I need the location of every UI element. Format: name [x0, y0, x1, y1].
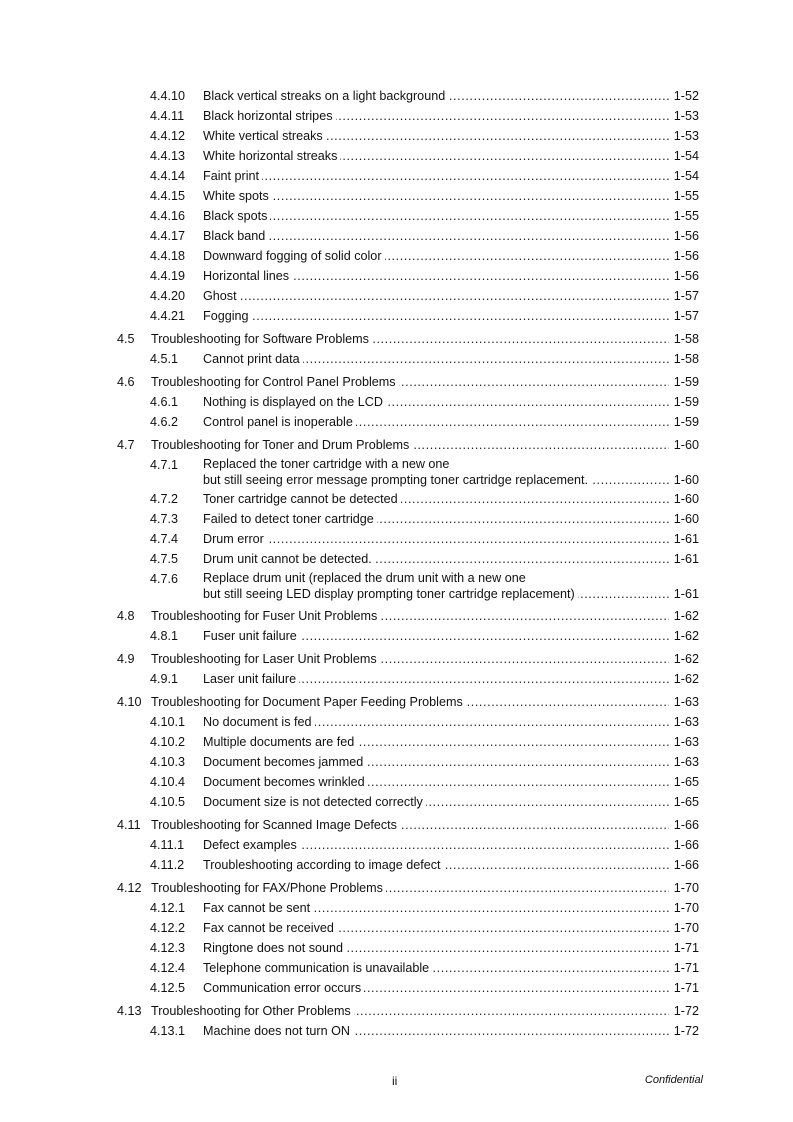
toc-page: 1-52 [673, 89, 699, 103]
toc-title: Document becomes jammed [203, 755, 366, 769]
toc-number: 4.4.15 [150, 189, 186, 203]
toc-number: 4.7.2 [150, 492, 179, 506]
toc-title: Faint print [203, 169, 262, 183]
toc-entry[interactable] [0, 266, 793, 286]
toc-number: 4.13 [117, 1004, 142, 1018]
toc-title: Troubleshooting for Control Panel Problems [151, 375, 399, 389]
toc-title: but still seeing error message prompting toner cartridge replacement. [203, 473, 591, 487]
toc-number: 4.12.3 [150, 941, 186, 955]
toc-page: 1-66 [673, 838, 699, 852]
toc-page: 1-56 [673, 269, 699, 283]
toc-title: Fax cannot be sent [203, 901, 313, 915]
toc-page: 1-72 [673, 1024, 699, 1038]
toc-title: Troubleshooting for Toner and Drum Problems [151, 438, 412, 452]
toc-entry[interactable] [0, 978, 793, 998]
toc-entry[interactable] [0, 166, 793, 186]
toc-entry[interactable] [0, 509, 793, 529]
toc-entry[interactable] [0, 918, 793, 938]
toc-entry[interactable] [0, 529, 793, 549]
toc-number: 4.7.5 [150, 552, 179, 566]
toc-page: 1-63 [673, 695, 699, 709]
toc-section[interactable] [0, 692, 793, 712]
toc-page: 1-61 [673, 552, 699, 566]
toc-entry[interactable] [0, 938, 793, 958]
toc-section[interactable] [0, 815, 793, 835]
toc-page: 1-71 [673, 941, 699, 955]
toc-entry[interactable] [0, 126, 793, 146]
toc-page: 1-63 [673, 715, 699, 729]
toc-title: Telephone communication is unavailable [203, 961, 432, 975]
toc-section[interactable] [0, 649, 793, 669]
toc-number: 4.4.14 [150, 169, 186, 183]
toc-number: 4.6.2 [150, 415, 179, 429]
toc-number: 4.7.1 [150, 458, 179, 472]
toc-entry[interactable] [0, 146, 793, 166]
toc-page: 1-61 [673, 587, 699, 601]
toc-number: 4.4.16 [150, 209, 186, 223]
toc-number: 4.5 [117, 332, 135, 346]
toc-entry[interactable] [0, 569, 793, 603]
toc-number: 4.13.1 [150, 1024, 186, 1038]
toc-number: 4.8.1 [150, 629, 179, 643]
toc-title: Cannot print data [203, 352, 303, 366]
toc-number: 4.8 [117, 609, 135, 623]
toc-title: No document is fed [203, 715, 315, 729]
toc-number: 4.6.1 [150, 395, 179, 409]
toc-title: White spots [203, 189, 272, 203]
toc-entry[interactable] [0, 626, 793, 646]
toc-page: 1-56 [673, 249, 699, 263]
toc-entry[interactable] [0, 549, 793, 569]
toc-number: 4.4.21 [150, 309, 186, 323]
toc-number: 4.7.4 [150, 532, 179, 546]
toc-page: 1-62 [673, 652, 699, 666]
toc-number: 4.6 [117, 375, 135, 389]
toc-title: but still seeing LED display prompting toner cartridge replacement) [203, 587, 578, 601]
toc-title: Troubleshooting for Other Problems [151, 1004, 354, 1018]
toc-title: White horizontal streaks [203, 149, 340, 163]
toc-number: 4.4.19 [150, 269, 186, 283]
toc-entry[interactable] [0, 958, 793, 978]
toc-title-line1: Replace drum unit (replaced the drum unit with a new one [203, 571, 526, 585]
toc-page: 1-57 [673, 289, 699, 303]
toc-title: Fogging [203, 309, 252, 323]
toc-number: 4.10 [117, 695, 142, 709]
toc-page: 1-53 [673, 109, 699, 123]
toc-title: Troubleshooting for Laser Unit Problems [151, 652, 380, 666]
toc-entry[interactable] [0, 1021, 793, 1041]
toc-entry[interactable] [0, 792, 793, 812]
toc-page: 1-66 [673, 818, 699, 832]
toc-title: Black spots [203, 209, 270, 223]
toc-entry[interactable] [0, 455, 793, 489]
toc-title: Laser unit failure [203, 672, 299, 686]
toc-number: 4.4.20 [150, 289, 186, 303]
toc-number: 4.10.1 [150, 715, 186, 729]
toc-number: 4.4.10 [150, 89, 186, 103]
toc-entry[interactable] [0, 712, 793, 732]
toc-number: 4.10.5 [150, 795, 186, 809]
toc-title: Document becomes wrinkled [203, 775, 368, 789]
toc-entry[interactable] [0, 286, 793, 306]
toc-page: 1-65 [673, 795, 699, 809]
toc-entry[interactable] [0, 898, 793, 918]
toc-number: 4.12.4 [150, 961, 186, 975]
toc-page: 1-54 [673, 149, 699, 163]
toc-number: 4.5.1 [150, 352, 179, 366]
toc-title: Defect examples [203, 838, 300, 852]
toc-number: 4.4.18 [150, 249, 186, 263]
toc-page: 1-60 [673, 473, 699, 487]
toc-entry[interactable] [0, 669, 793, 689]
toc-title: Horizontal lines [203, 269, 292, 283]
toc-entry[interactable] [0, 855, 793, 875]
toc-title: Drum unit cannot be detected. [203, 552, 375, 566]
toc-number: 4.12.1 [150, 901, 186, 915]
toc-entry[interactable] [0, 835, 793, 855]
toc-page: 1-62 [673, 672, 699, 686]
toc-entry[interactable] [0, 186, 793, 206]
toc-entry[interactable] [0, 732, 793, 752]
toc-page: 1-59 [673, 395, 699, 409]
toc-page: 1-62 [673, 609, 699, 623]
toc-title: Black horizontal stripes [203, 109, 336, 123]
toc-title: Ghost [203, 289, 240, 303]
toc-number: 4.7.6 [150, 572, 179, 586]
toc-title: Nothing is displayed on the LCD [203, 395, 386, 409]
toc-page: 1-71 [673, 981, 699, 995]
toc-number: 4.11 [117, 818, 141, 832]
toc-page: 1-63 [673, 755, 699, 769]
toc-page: 1-60 [673, 492, 699, 506]
toc-page: 1-71 [673, 961, 699, 975]
toc-title: Control panel is inoperable [203, 415, 356, 429]
toc-section[interactable] [0, 435, 793, 455]
toc-page: 1-60 [673, 512, 699, 526]
toc-page: 1-70 [673, 881, 699, 895]
toc-title: Drum error [203, 532, 267, 546]
toc-number: 4.4.13 [150, 149, 186, 163]
toc-page: 1-65 [673, 775, 699, 789]
toc-title: Troubleshooting according to image defect [203, 858, 444, 872]
toc-title: Troubleshooting for Document Paper Feeding Problems [151, 695, 466, 709]
toc-entry[interactable] [0, 226, 793, 246]
toc-title: Black band [203, 229, 268, 243]
toc-entry[interactable] [0, 772, 793, 792]
toc-title: Downward fogging of solid color [203, 249, 385, 263]
toc-entry[interactable] [0, 246, 793, 266]
toc-title: Multiple documents are fed [203, 735, 357, 749]
toc-number: 4.12 [117, 881, 142, 895]
toc-title: Ringtone does not sound [203, 941, 346, 955]
toc-title: Failed to detect toner cartridge [203, 512, 377, 526]
toc-title: Troubleshooting for Software Problems [151, 332, 372, 346]
toc-number: 4.4.17 [150, 229, 186, 243]
toc-page: 1-61 [673, 532, 699, 546]
toc-entry[interactable] [0, 412, 793, 432]
toc-section[interactable] [0, 372, 793, 392]
toc-section[interactable] [0, 329, 793, 349]
toc-page: 1-63 [673, 735, 699, 749]
toc-page: 1-59 [673, 415, 699, 429]
toc-entry[interactable] [0, 86, 793, 106]
toc-page: 1-60 [673, 438, 699, 452]
toc-title: Communication error occurs [203, 981, 364, 995]
toc-page: 1-56 [673, 229, 699, 243]
toc-entry[interactable] [0, 106, 793, 126]
toc-section[interactable] [0, 878, 793, 898]
toc-number: 4.4.12 [150, 129, 186, 143]
toc-page: 1-70 [673, 921, 699, 935]
toc-number: 4.10.2 [150, 735, 186, 749]
toc-title: White vertical streaks [203, 129, 326, 143]
toc-number: 4.4.11 [150, 109, 185, 123]
confidential-label: Confidential [644, 1074, 703, 1086]
toc-entry[interactable] [0, 306, 793, 326]
toc-page: 1-55 [673, 189, 699, 203]
toc-page: 1-58 [673, 352, 699, 366]
toc-number: 4.11.2 [150, 858, 185, 872]
toc-number: 4.9.1 [150, 672, 179, 686]
toc-title: Troubleshooting for FAX/Phone Problems [151, 881, 386, 895]
toc-page: 1-59 [673, 375, 699, 389]
toc-page: 1-54 [673, 169, 699, 183]
toc-page: 1-66 [673, 858, 699, 872]
toc-page: 1-62 [673, 629, 699, 643]
toc-page: 1-72 [673, 1004, 699, 1018]
toc-title: Troubleshooting for Fuser Unit Problems [151, 609, 380, 623]
toc-section[interactable] [0, 606, 793, 626]
toc-title: Troubleshooting for Scanned Image Defects [151, 818, 400, 832]
toc-title: Black vertical streaks on a light background [203, 89, 448, 103]
toc-entry[interactable] [0, 349, 793, 369]
toc-number: 4.10.3 [150, 755, 186, 769]
toc-section[interactable] [0, 1001, 793, 1021]
toc-entry[interactable] [0, 752, 793, 772]
toc-page: 1-53 [673, 129, 699, 143]
toc-title: Machine does not turn ON [203, 1024, 353, 1038]
toc-number: 4.12.5 [150, 981, 186, 995]
toc-page: 1-55 [673, 209, 699, 223]
toc-number: 4.11.1 [150, 838, 185, 852]
toc-number: 4.7.3 [150, 512, 179, 526]
toc-entry[interactable] [0, 489, 793, 509]
toc-number: 4.10.4 [150, 775, 186, 789]
toc-entry[interactable] [0, 392, 793, 412]
toc-title: Toner cartridge cannot be detected [203, 492, 401, 506]
toc-page: 1-57 [673, 309, 699, 323]
toc-title: Fuser unit failure [203, 629, 300, 643]
toc-page: 1-70 [673, 901, 699, 915]
toc-number: 4.7 [117, 438, 135, 452]
toc-number: 4.9 [117, 652, 135, 666]
toc-title-line1: Replaced the toner cartridge with a new one [203, 457, 450, 471]
toc-page: 1-58 [673, 332, 699, 346]
page-number: ii [392, 1074, 398, 1088]
toc-title: Fax cannot be received [203, 921, 337, 935]
toc-number: 4.12.2 [150, 921, 186, 935]
toc-entry[interactable] [0, 206, 793, 226]
toc-title: Document size is not detected correctly [203, 795, 426, 809]
table-of-contents [0, 86, 793, 1041]
